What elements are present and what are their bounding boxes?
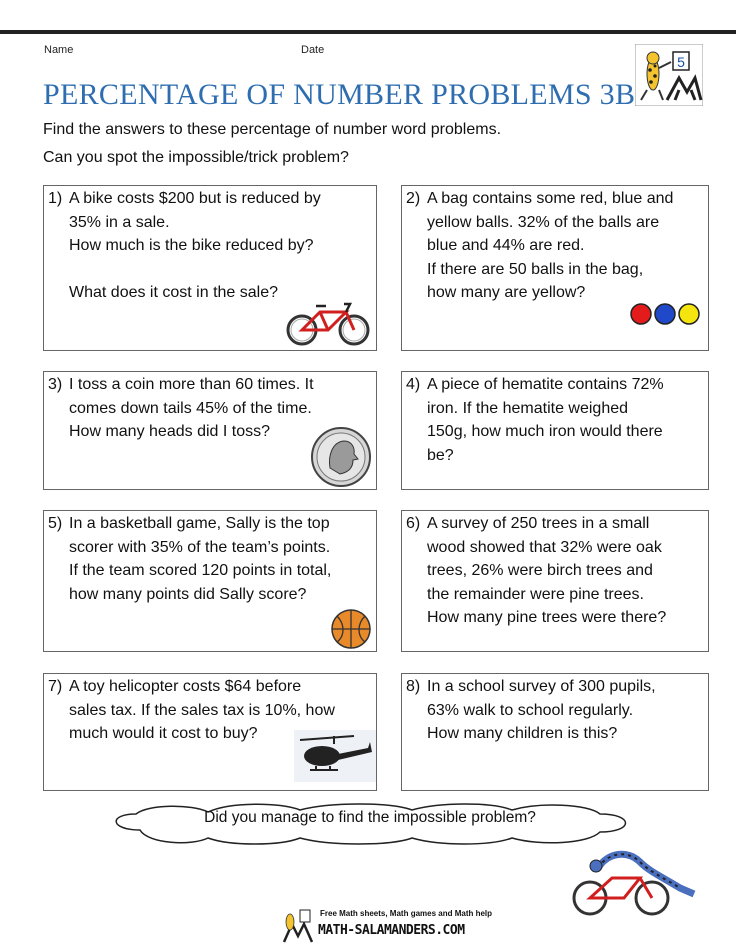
problem-number-3: 3) xyxy=(48,376,63,393)
problem-text-4 xyxy=(427,373,664,467)
bicycle-icon xyxy=(284,300,372,348)
date-label: Date xyxy=(301,44,325,56)
top-rule xyxy=(0,30,736,34)
problem-1-line: How much is the bike reduced by? xyxy=(69,237,314,254)
problem-text-5 xyxy=(69,512,331,606)
problem-text-6 xyxy=(427,512,666,630)
problem-text-3 xyxy=(69,373,314,444)
colored-balls-icon xyxy=(628,302,702,326)
intro-line-2: Can you spot the impossible/trick problem? xyxy=(43,149,349,166)
cloud-question: Did you manage to find the impossible problem? xyxy=(204,809,536,826)
logo-number: 5 xyxy=(677,54,685,70)
problem-text-1 xyxy=(69,187,321,305)
problem-8-line: In a school survey of 300 pupils, xyxy=(427,678,656,695)
problem-number-7: 7) xyxy=(48,678,63,695)
problem-number-6: 6) xyxy=(406,515,421,532)
problem-number-4: 4) xyxy=(406,376,421,393)
problem-8-line: 63% walk to school regularly. xyxy=(427,701,634,719)
problem-3-line: How many heads did I toss? xyxy=(69,423,270,440)
problem-2-line: yellow balls. 32% of the balls are xyxy=(427,213,660,231)
problem-2-line: how many are yellow? xyxy=(427,284,586,301)
footer-site[interactable]: MATH-SALAMANDERS.COM xyxy=(318,923,465,938)
name-label: Name xyxy=(44,44,74,56)
problem-2-line: blue and 44% are red. xyxy=(427,237,585,254)
problem-7-line: sales tax. If the sales tax is 10%, how xyxy=(69,701,335,719)
intro-line-1: Find the answers to these percentage of number word problems. xyxy=(43,121,502,138)
problem-1-line: 35% in a sale. xyxy=(69,213,170,231)
page-title: PERCENTAGE OF NUMBER PROBLEMS 3B xyxy=(43,78,636,111)
problem-number-8: 8) xyxy=(406,678,421,695)
problem-5-line: how many points did Sally score? xyxy=(69,585,307,603)
problem-6-line: wood showed that 32% were oak xyxy=(427,538,662,556)
problem-number-5: 5) xyxy=(48,515,63,532)
problem-text-2 xyxy=(427,187,673,305)
salamander-bike-icon xyxy=(568,848,698,920)
problem-6-line: A survey of 250 trees in a small xyxy=(427,515,650,532)
problem-3-line: I toss a coin more than 60 times. It xyxy=(69,376,314,393)
problem-2-line: A bag contains some red, blue and xyxy=(427,190,674,207)
problem-7-line: much would it cost to buy? xyxy=(69,725,258,742)
problem-1-line: What does it cost in the sale? xyxy=(69,284,278,301)
problem-4-line: be? xyxy=(427,446,454,464)
helicopter-icon xyxy=(294,730,376,782)
salamander-logo-icon xyxy=(635,44,703,106)
problem-8-line: How many children is this? xyxy=(427,725,618,742)
problem-1-line: A bike costs $200 but is reduced by xyxy=(69,190,321,207)
problem-5-line: scorer with 35% of the team’s points. xyxy=(69,538,331,556)
problem-1-line xyxy=(69,258,321,282)
problem-text-8 xyxy=(427,675,656,746)
problem-number-1: 1) xyxy=(48,190,63,207)
problem-4-line: A piece of hematite contains 72% xyxy=(427,376,664,393)
footer-tagline: Free Math sheets, Math games and Math help xyxy=(320,909,493,918)
problem-3-line: comes down tails 45% of the time. xyxy=(69,399,312,417)
problem-6-line: How many pine trees were there? xyxy=(427,609,667,626)
problem-7-line: A toy helicopter costs $64 before xyxy=(69,678,302,695)
problem-4-line: iron. If the hematite weighed xyxy=(427,399,629,417)
problem-6-line: trees, 26% were birch trees and xyxy=(427,562,653,579)
problem-2-line: If there are 50 balls in the bag, xyxy=(427,260,644,278)
problem-5-line: If the team scored 120 points in total, xyxy=(69,562,332,579)
coin-icon xyxy=(308,426,374,488)
problem-4-line: 150g, how much iron would there xyxy=(427,423,663,440)
problem-5-line: In a basketball game, Sally is the top xyxy=(69,515,330,532)
problem-6-line: the remainder were pine trees. xyxy=(427,585,644,603)
problem-number-2: 2) xyxy=(406,190,421,207)
basketball-icon xyxy=(329,608,373,650)
